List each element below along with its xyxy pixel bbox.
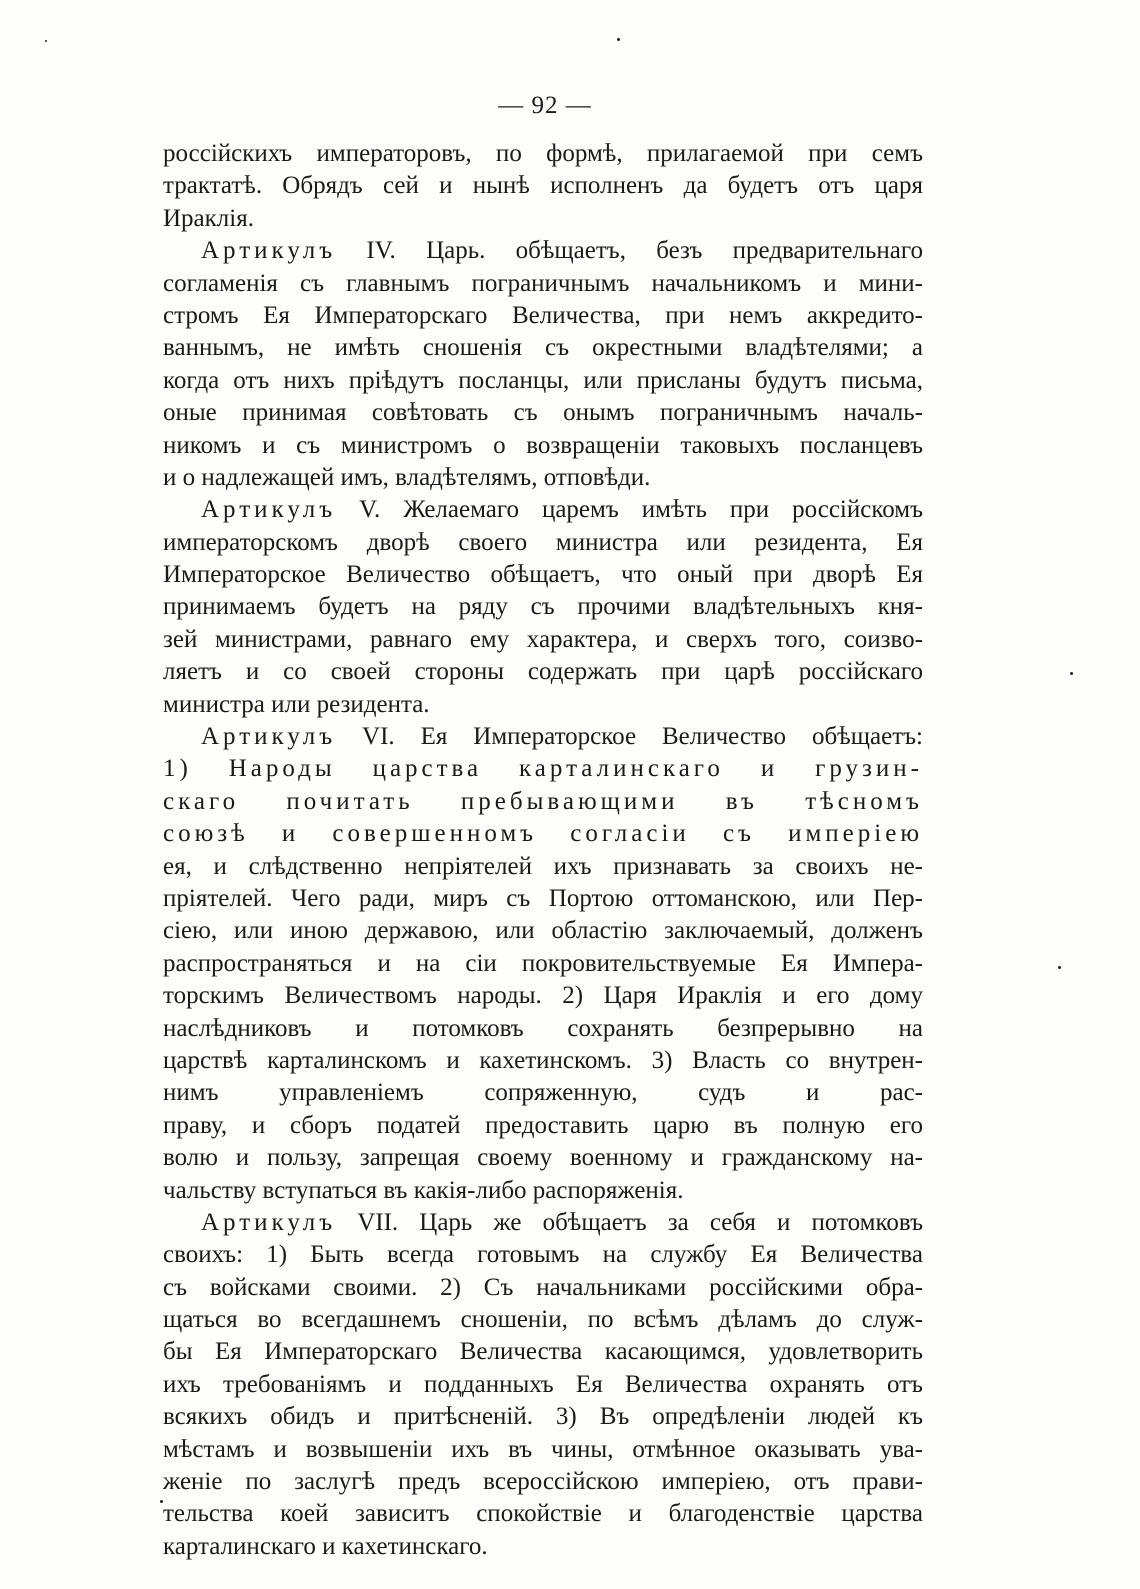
text-line: [163, 980, 923, 1012]
scan-speck: [1058, 966, 1061, 969]
line-text: 1) Народы царства карталинскаго и грузин-: [163, 755, 923, 783]
line-text: съ войсками своими. 2) Съ начальниками россійскими обра-: [163, 1273, 923, 1301]
line-text: ея, и слѣдственно непріятелей ихъ признавать за своихъ не-: [163, 852, 923, 880]
text-line: [163, 1272, 923, 1304]
text-line: [163, 915, 923, 947]
scan-speck: [45, 40, 47, 42]
article-heading: Артикулъ: [201, 1208, 337, 1236]
line-text: волю и пользу, запрещая своему военному и гражданскому на-: [163, 1144, 923, 1172]
line-text: всякихъ обидъ и притѣсненій. 3) Въ опредѣленіи людей къ: [163, 1403, 923, 1431]
line-text: карталинскаго и кахетинскаго.: [163, 1532, 488, 1560]
text-line: [163, 300, 923, 332]
text-line: [163, 1498, 923, 1530]
line-text: ляетъ и со своей стороны содержать при царѣ россійскаго: [163, 658, 923, 686]
line-text: стромъ Ея Императорскаго Величества, при немъ аккредито-: [163, 301, 923, 329]
text-line: [163, 430, 923, 462]
line-text: зей министрами, равнаго ему характера, и сверхъ того, соизво-: [163, 625, 923, 653]
line-text: оные принимая совѣтовать съ онымъ пограничнымъ началь-: [163, 399, 923, 427]
text-line: [163, 1045, 923, 1077]
text-line: [163, 332, 923, 364]
scan-speck: [1070, 672, 1073, 675]
text-line: [163, 1401, 923, 1433]
line-text: сіею, или иною державою, или областію заключаемый, долженъ: [163, 917, 923, 945]
line-text: россійскихъ императоровъ, по формѣ, прилагаемой при семъ: [163, 140, 923, 167]
line-text: пріятелей. Чего ради, миръ съ Портою оттоманскою, или Пер-: [163, 884, 923, 912]
line-text: ихъ требованіямъ и подданныхъ Ея Величества охранять отъ: [163, 1370, 923, 1398]
line-text: царствѣ карталинскомъ и кахетинскомъ. 3) Власть со внутрен-: [163, 1046, 923, 1074]
article-heading: Артикулъ: [201, 496, 337, 524]
text-line: [163, 138, 923, 170]
text-line: [163, 1466, 923, 1498]
text-line: [163, 559, 923, 591]
text-line: [163, 591, 923, 623]
text-line: [163, 235, 923, 267]
line-text: Императорское Величество обѣщаетъ, что оный при дворѣ Ея: [163, 561, 923, 589]
text-line: [163, 397, 923, 429]
line-text: праву, и сборъ податей предоставить царю въ полную его: [163, 1111, 923, 1139]
text-line: [163, 948, 923, 980]
text-line: [163, 624, 923, 656]
body-text: [163, 138, 923, 1563]
line-text: VII. Царь же обѣщаетъ за себя и потомковъ: [336, 1208, 923, 1236]
text-line: [163, 689, 923, 721]
line-text: чальству вступаться въ какія-либо распоряженія.: [163, 1176, 684, 1204]
text-line: [163, 527, 923, 559]
text-line: [163, 753, 923, 785]
line-text: распространяться и на сіи покровительствуемые Ея Импера-: [163, 949, 923, 977]
line-text: трактатѣ. Обрядъ сей и нынѣ исполненъ да будетъ отъ царя: [163, 172, 923, 200]
line-text: скаго почитать пребывающими въ тѣсномъ: [163, 787, 923, 815]
line-text: никомъ и съ министромъ о возвращеніи таковыхъ посланцевъ: [163, 431, 923, 459]
line-text: согламенія съ главнымъ пограничнымъ начальникомъ и мини-: [163, 269, 923, 297]
text-line: [163, 656, 923, 688]
text-line: [163, 1336, 923, 1368]
text-line: [163, 818, 923, 850]
line-text: щаться во всегдашнемъ сношеніи, по всѣмъ дѣламъ до служ-: [163, 1306, 923, 1334]
page-number: — 92 —: [498, 92, 592, 119]
text-line: [163, 1077, 923, 1109]
text-line: [163, 1175, 923, 1207]
line-text: принимаемъ будетъ на ряду съ прочими владѣтельныхъ кня-: [163, 593, 923, 621]
line-text: наслѣдниковъ и потомковъ сохранять безпрерывно на: [163, 1014, 923, 1042]
text-line: [163, 365, 923, 397]
line-text: VI. Ея Императорское Величество обѣщаетъ:: [336, 723, 923, 751]
text-line: [163, 203, 923, 235]
line-text: бы Ея Императорскаго Величества касающимся, удовлетворить: [163, 1338, 923, 1366]
article-heading: Артикулъ: [201, 237, 337, 265]
text-line: [163, 1369, 923, 1401]
text-line: [163, 494, 923, 526]
line-text: женіе по заслугѣ предъ всероссійскою имперіею, отъ прави-: [163, 1468, 923, 1496]
text-line: [163, 462, 923, 494]
scan-speck: [617, 38, 620, 41]
text-line: [163, 1239, 923, 1271]
line-text: тельства коей зависитъ спокойствіе и благоденствіе царства: [163, 1500, 923, 1528]
line-text: когда отъ нихъ пріѣдутъ посланцы, или присланы будутъ письма,: [163, 366, 923, 394]
line-text: министра или резидента.: [163, 690, 430, 718]
text-line: [163, 1207, 923, 1239]
line-text: и о надлежащей имъ, владѣтелямъ, отповѣди.: [163, 463, 651, 491]
text-line: [163, 1434, 923, 1466]
text-line: [163, 170, 923, 202]
text-line: [163, 851, 923, 883]
line-text: V. Желаемаго царемъ имѣть при россійскомъ: [336, 496, 923, 524]
line-text: ваннымъ, не имѣть сношенія съ окрестными владѣтелями; а: [163, 334, 923, 362]
line-text: мѣстамъ и возвышеніи ихъ въ чины, отмѣнное оказывать ува-: [163, 1435, 923, 1463]
line-text: торскимъ Величествомъ народы. 2) Царя Ираклія и его дому: [163, 982, 923, 1010]
text-line: [163, 268, 923, 300]
line-text: императорскомъ дворѣ своего министра или резидента, Ея: [163, 528, 923, 556]
line-text: Ираклія.: [163, 204, 254, 232]
line-text: нимъ управленіемъ сопряженную, судъ и рас-: [163, 1079, 923, 1107]
text-line: [163, 786, 923, 818]
text-line: [163, 721, 923, 753]
text-line: [163, 1013, 923, 1045]
text-line: [163, 1304, 923, 1336]
line-text: IV. Царь. обѣщаетъ, безъ предварительнаго: [336, 237, 923, 265]
text-line: [163, 1531, 923, 1563]
article-heading: Артикулъ: [201, 723, 337, 751]
text-line: [163, 1110, 923, 1142]
text-line: [163, 883, 923, 915]
line-text: своихъ: 1) Быть всегда готовымъ на службу Ея Величества: [163, 1241, 923, 1269]
line-text: союзѣ и совершенномъ согласіи съ имперіею: [163, 820, 923, 848]
text-line: [163, 1142, 923, 1174]
scan-speck: [160, 1500, 163, 1503]
